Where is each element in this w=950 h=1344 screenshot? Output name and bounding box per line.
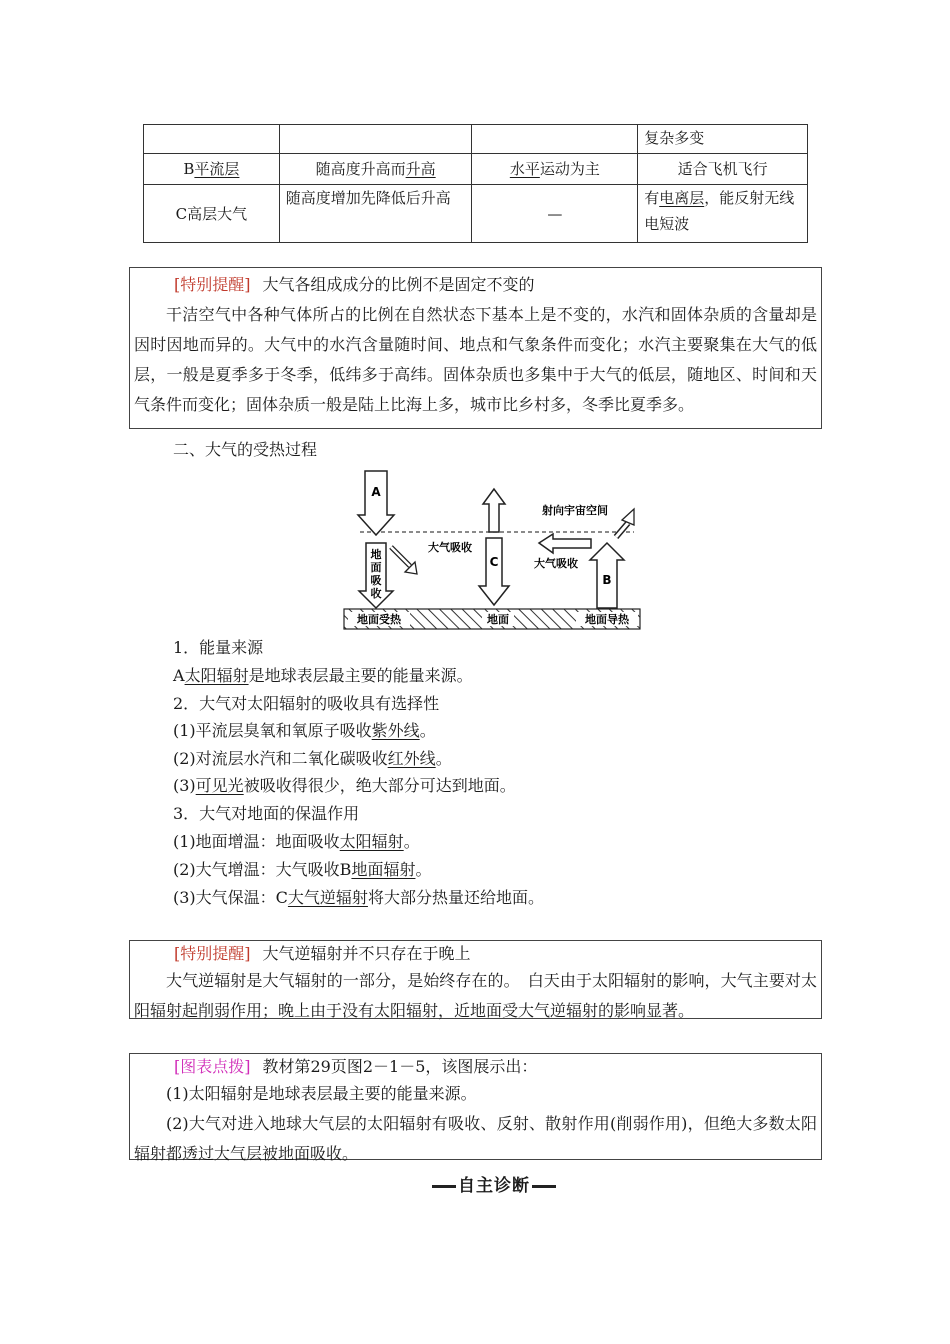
chart-tips-box: [129, 1053, 822, 1163]
underlined-answer: 升高: [405, 160, 436, 178]
box-heading: [134, 942, 817, 966]
list-item: [173, 745, 452, 773]
table-cell: [279, 125, 472, 154]
underlined-answer: 红外线: [387, 749, 436, 768]
list-item: [173, 856, 431, 884]
reminder-tag: [特别提醒]: [174, 275, 251, 294]
table-cell: 复杂多变: [638, 125, 808, 154]
table-cell: [144, 125, 280, 154]
space-label: 射向宇宙空间: [542, 504, 608, 517]
underlined-answer: 可见光: [195, 776, 244, 795]
ground-absorb-char: 地: [370, 548, 382, 561]
arrow-c-label: C: [489, 555, 499, 569]
list-heading: 2．大气对太阳辐射的吸收具有选择性: [173, 694, 440, 713]
ground-label: 地面: [487, 613, 509, 626]
underlined-answer: 大气逆辐射: [287, 888, 368, 907]
text: (3)大气保温：C: [173, 888, 288, 907]
upward-arrow: [483, 489, 505, 532]
box-heading: [134, 270, 817, 300]
box-title: 大气各组成成分的比例不是固定不变的: [262, 275, 535, 294]
list-heading: 1．能量来源: [173, 638, 264, 657]
underlined-answer: 紫外线: [371, 721, 420, 740]
banner-rule-right: [532, 1185, 556, 1188]
atmosphere-absorb-label-right: 大气吸收: [534, 557, 578, 570]
table-cell: [638, 185, 808, 243]
ground-absorb-char: 收: [370, 587, 382, 600]
text: (1)地面增温：地面吸收: [173, 832, 340, 851]
atmosphere-absorb-label-left: 大气吸收: [428, 541, 472, 554]
text: A: [173, 666, 185, 685]
box-paragraph: (2)大气对进入地球大气层的太阳辐射有吸收、反射、散射作用(削弱作用)，但绝大多数太阳辐射都透过大气层被地面吸收。: [134, 1114, 817, 1163]
text: 。: [435, 749, 452, 768]
table-row: [144, 154, 808, 185]
table-cell: [144, 154, 280, 185]
heating-process-diagram: [342, 467, 644, 631]
cell-text: 随高度升高而: [315, 160, 406, 178]
list-item: [173, 717, 436, 745]
underlined-answer: 平流层: [194, 160, 240, 178]
table-cell: C高层大气: [144, 185, 280, 243]
ground-heated-label: 地面受热: [357, 613, 401, 626]
text: (2)大气增温：大气吸收B: [173, 860, 352, 879]
underlined-answer: 电离层: [659, 189, 705, 207]
text: 被吸收得很少，绝大部分可达到地面。: [243, 776, 516, 795]
underlined-answer: 地面辐射: [351, 860, 416, 879]
reminder-tag: [特别提醒]: [174, 944, 251, 963]
arrow-b-label: B: [602, 573, 612, 587]
ground-conduct-label: 地面导热: [585, 613, 629, 626]
box-paragraph: 大气逆辐射是大气辐射的一部分，是始终存在的。 白天由于太阳辐射的影响，大气主要对太阳辐射起削弱作用；晚上由于没有太阳辐射，近地面受大气逆辐射的影响显著。: [134, 971, 817, 1020]
to-space-arrow: [616, 509, 634, 537]
table-cell: [279, 154, 472, 185]
box-paragraph: 干洁空气中各种气体所占的比例在自然状态下基本上是不变的，水汽和固体杂质的含量却是因时因地而异的。大气中的水汽含量随时间、地点和气象条件而变化；水汽主要聚集在大气的低层，一般是夏季多于冬季，低纬多于高纬。固体杂质也多集中于大气的低层，随地区、时间和天气条件而变化；固体杂质一般是陆上比海上多，城市比乡村多，冬季比夏季多。: [134, 305, 817, 414]
list-item: [173, 884, 544, 912]
underlined-answer: 水平: [509, 160, 540, 178]
list-item: [173, 662, 473, 690]
chart-tip-tag: [图表点拨]: [174, 1057, 251, 1076]
text: 将大部分热量还给地面。: [367, 888, 544, 907]
list-item: [173, 828, 420, 856]
solar-radiation-arrow-a: [358, 471, 394, 535]
table-row: [144, 125, 808, 154]
cell-text: ，能反射无线电短波: [644, 189, 795, 233]
list-item: [173, 772, 516, 800]
ground-absorb-char: 吸: [370, 574, 382, 587]
text: (2)对流层水汽和二氧化碳吸收: [173, 749, 388, 768]
box-paragraph: (1)太阳辐射是地球表层最主要的能量来源。: [166, 1084, 477, 1103]
section-heading: 二、大气的受热过程: [173, 440, 318, 459]
underlined-answer: 太阳辐射: [339, 832, 404, 851]
cell-text: B: [183, 160, 195, 178]
box-title: 教材第29页图2－1－5，该图展示出：: [262, 1057, 538, 1076]
text: 。: [419, 721, 436, 740]
text: 是地球表层最主要的能量来源。: [248, 666, 473, 685]
table-cell: —: [472, 185, 638, 243]
special-reminder-box-2: [129, 940, 822, 1019]
table-cell: 适合飞机飞行: [638, 154, 808, 185]
arrow-a-label: A: [371, 485, 381, 499]
atmosphere-layers-table: [143, 124, 808, 243]
box-title: 大气逆辐射并不只存在于晚上: [262, 944, 471, 963]
box-heading: [134, 1055, 817, 1079]
table-cell: [472, 154, 638, 185]
text: 。: [403, 832, 420, 851]
text: (3): [173, 776, 196, 795]
self-diagnosis-banner: [432, 1172, 556, 1200]
underlined-answer: 太阳辐射: [184, 666, 249, 685]
table-cell: [472, 125, 638, 154]
list-heading: 3．大气对地面的保温作用: [173, 804, 360, 823]
counter-radiation-arrow-c: [479, 538, 509, 605]
atmosphere-absorb-arrow-left: [391, 547, 417, 574]
atmosphere-absorb-arrow-right: [539, 534, 591, 553]
banner-title: 自主诊断: [458, 1176, 530, 1196]
special-reminder-box: [129, 267, 822, 429]
text: (1)平流层臭氧和氧原子吸收: [173, 721, 372, 740]
cell-text: 有: [644, 189, 660, 207]
banner-rule-left: [432, 1185, 456, 1188]
cell-text: 运动为主: [539, 160, 600, 178]
ground-absorb-char: 面: [370, 561, 382, 574]
text: 。: [415, 860, 432, 879]
table-row: [144, 185, 808, 243]
table-cell: 随高度增加先降低后升高: [279, 185, 472, 243]
